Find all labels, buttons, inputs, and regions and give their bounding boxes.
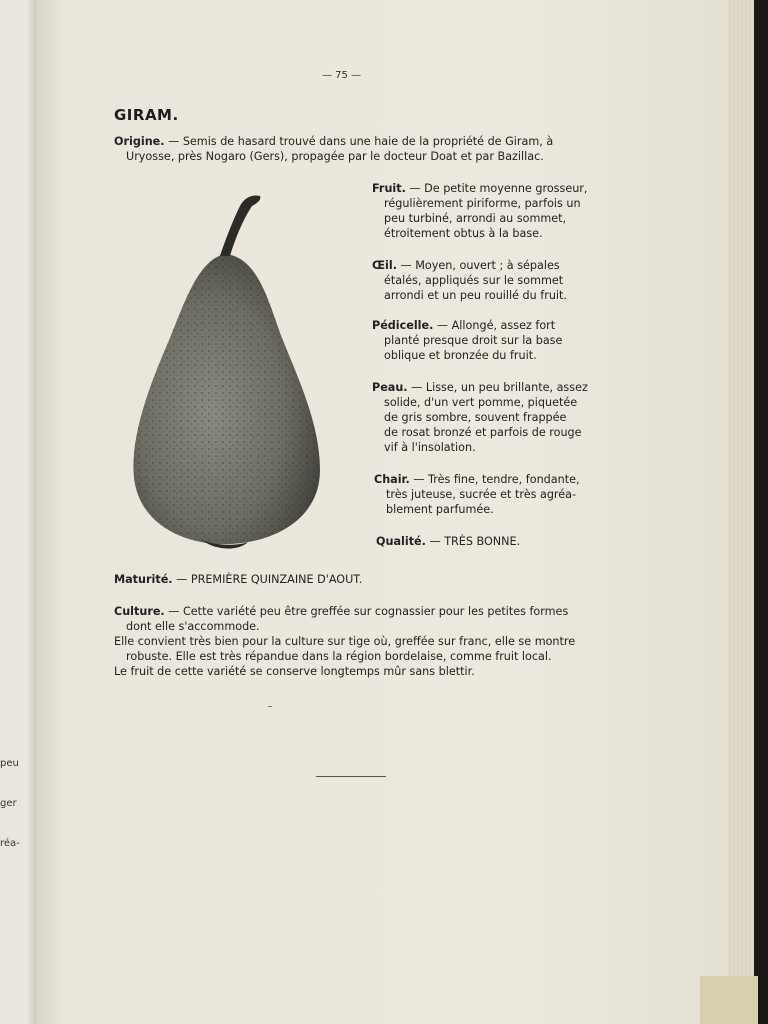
culture-section xyxy=(114,604,594,679)
chair-text: très juteuse, sucrée et très agréa- xyxy=(386,488,577,501)
facing-page-fragment: peu xyxy=(0,758,19,769)
oeil-text: arrondi et un peu rouillé du fruit. xyxy=(384,289,567,302)
chair-text: — Très fine, tendre, fondante, xyxy=(409,473,580,486)
qualite-text: — TRÈS BONNE. xyxy=(425,535,521,548)
page-number: — 75 — xyxy=(322,70,362,81)
peau-text: de gris sombre, souvent frappée xyxy=(384,411,567,424)
fruit-text: étroitement obtus à la base. xyxy=(384,227,543,240)
culture-text: Le fruit de cette variété se conserve longtemps mûr sans blettir. xyxy=(114,665,475,678)
thumbnail-corner xyxy=(700,976,758,1024)
culture-label: Culture. xyxy=(114,605,165,618)
pear-illustration xyxy=(130,188,326,554)
fruit-text: — De petite moyenne grosseur, xyxy=(405,182,588,195)
chair-text: blement parfumée. xyxy=(386,503,494,516)
pear-stem xyxy=(220,195,260,256)
small-mark xyxy=(268,706,272,707)
pedicelle-text: oblique et bronzée du fruit. xyxy=(384,349,537,362)
section-divider xyxy=(316,776,386,777)
peau-text: solide, d'un vert pomme, piquetée xyxy=(384,396,578,409)
origine-label: Origine. xyxy=(114,135,165,148)
origine-text: — Semis de hasard trouvé dans une haie de la propriété de Giram, à xyxy=(164,135,554,148)
fruit-section xyxy=(372,181,592,241)
oeil-text: étalés, appliqués sur le sommet xyxy=(384,274,564,287)
origine-section xyxy=(114,134,594,164)
qualite-section xyxy=(376,534,596,549)
chair-section xyxy=(374,472,594,517)
origine-text: Uryosse, près Nogaro (Gers), propagée par le docteur Doat et par Bazillac. xyxy=(126,150,544,163)
pedicelle-text: planté presque droit sur la base xyxy=(384,334,563,347)
culture-text: Elle convient très bien pour la culture sur tige où, greffée sur franc, elle se montre xyxy=(114,635,576,648)
variety-title: GIRAM. xyxy=(114,106,179,124)
peau-text: vif à l'insolation. xyxy=(384,441,476,454)
maturite-text: — PREMIÈRE QUINZAINE D'AOUT. xyxy=(172,573,363,586)
culture-text: — Cette variété peu être greffée sur cognassier pour les petites formes xyxy=(164,605,569,618)
facing-page-fragment: réa- xyxy=(0,838,20,849)
culture-text: dont elle s'accommode. xyxy=(126,620,260,633)
oeil-section xyxy=(372,258,592,303)
pedicelle-label: Pédicelle. xyxy=(372,319,434,332)
maturite-label: Maturité. xyxy=(114,573,173,586)
fruit-text: peu turbiné, arrondi au sommet, xyxy=(384,212,567,225)
peau-label: Peau. xyxy=(372,381,408,394)
facing-page-edge xyxy=(0,0,38,1024)
pedicelle-text: — Allongé, assez fort xyxy=(433,319,556,332)
fruit-text: régulièrement piriforme, parfois un xyxy=(384,197,581,210)
facing-page-fragment: ger xyxy=(0,798,17,809)
oeil-label: Œil. xyxy=(372,259,397,272)
pedicelle-section xyxy=(372,318,592,363)
chair-label: Chair. xyxy=(374,473,410,486)
culture-text: robuste. Elle est très répandue dans la région bordelaise, comme fruit local. xyxy=(126,650,552,663)
oeil-text: — Moyen, ouvert ; à sépales xyxy=(396,259,560,272)
pear-speckles xyxy=(133,254,320,544)
page-stack-edge xyxy=(728,0,754,1024)
fruit-label: Fruit. xyxy=(372,182,406,195)
peau-text: de rosat bronzé et parfois de rouge xyxy=(384,426,582,439)
peau-section xyxy=(372,380,592,455)
peau-text: — Lisse, un peu brillante, assez xyxy=(407,381,588,394)
qualite-label: Qualité. xyxy=(376,535,426,548)
maturite-section xyxy=(114,572,594,587)
